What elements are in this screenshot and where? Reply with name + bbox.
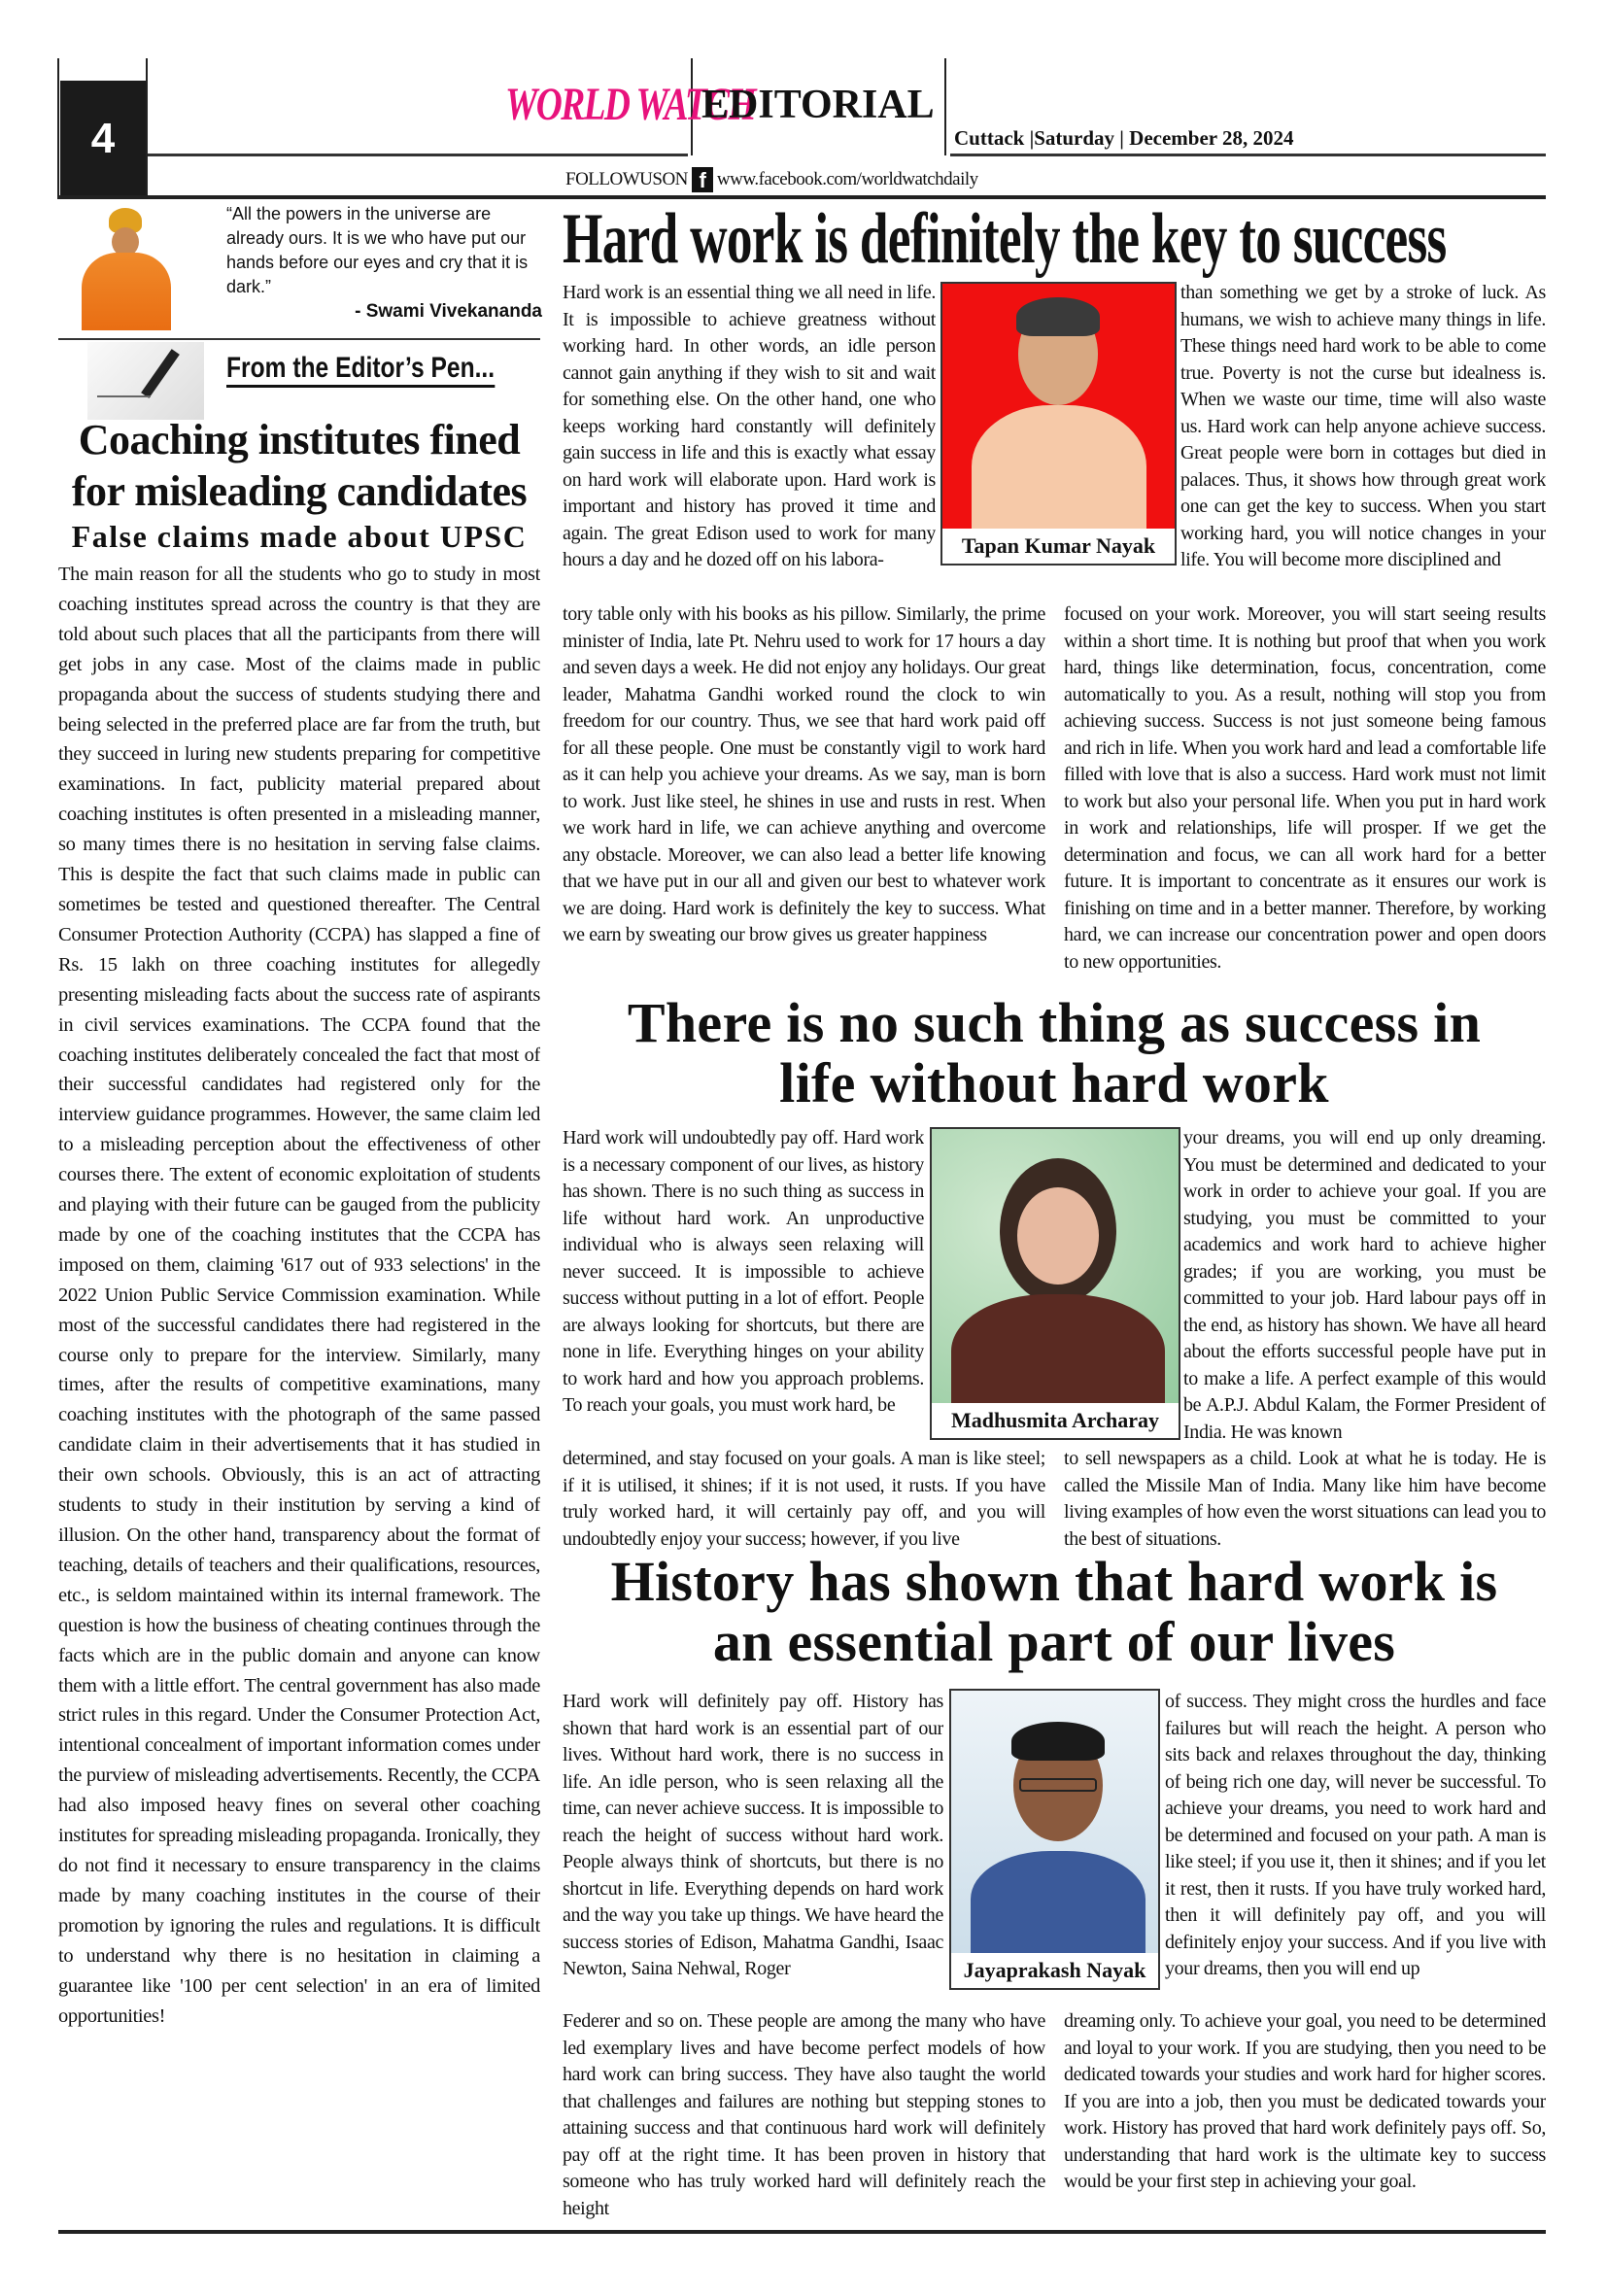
newspaper-logo: WORLD WATCH [505, 79, 756, 130]
article-2-right-top: your dreams, you will end up only dreaming. You must be determined and dedicated to your work in order to achieve your goal. If you are studying, you must be committed to your academics and work hard to achieve higher grades; if you are working, you must be committed to your job. Hard labour pays off in the end, as history has shown. We have all heard about the efforts successful people have put in to make a life. A perfect example of this would be A.P.J. Abdul Kalam, the Former President of India. He was known [1183, 1127, 1546, 1443]
author-caption: Tapan Kumar Nayak [942, 529, 1175, 564]
divider [58, 338, 540, 340]
issue-date: Cuttack |Saturday | December 28, 2024 [954, 126, 1294, 150]
divider [944, 58, 946, 155]
pen-image [87, 342, 204, 420]
article-3-left-top: Hard work will definitely pay off. History has shown that hard work is an essential part of our lives. Without hard work, there is no success in life. An idle person, who is seen relaxing all the time, can never achieve success. It is impossible to reach the height of success without hard work. People always think of shortcuts, but there is no shortcut in life. Everything depends on hard work and the way you take up things. We have heard the success stories of Edison, Mahatma Gandhi, Isaac Newton, Saina Nehwal, Roger [563, 1691, 943, 1979]
article-1-left-bottom: tory table only with his books as his pillow. Similarly, the prime minister of India, late Pt. Nehru used to work for 17 hours a day and seven days a week. He did not enjoy any holidays. Our great leader, Mahatma Gandhi worked round the clock to win freedom for our country. Thus, we see that hard work paid off for all these people. One must be constantly vigil to work hard as it can help you achieve your dreams. As we say, man is born to work. Just like steel, he shines in use and rusts in rest. When we work hard in life, we can achieve anything and overcome any obstacle. Moreover, we can also lead a better life knowing that we have put in our all and given our best to whatever work we are doing. Hard work is definitely the key to success. What we earn by sweating our brow gives us greater happiness [563, 603, 1045, 945]
editor-pen-label: From the Editor’s Pen... [226, 352, 495, 388]
author-photo-jayaprakash [949, 1689, 1160, 1990]
article-1-left-top: Hard work is an essential thing we all need in life. It is impossible to achieve greatness without working hard. In other words, an idle person cannot gain anything if they wish to sit and wait for something else. On the other hand, one who keeps working hard constantly will definitely gain success in life and this is exactly what essay on hard work will elaborate upon. Hard work is important and history has proved it time and again. The great Edison used to work for many hours a day and he dozed off on his labora- [563, 282, 936, 570]
article-1-right-top: than something we get by a stroke of luck. As humans, we wish to achieve many things in life. These things need hard work to be able to come true. Poverty is not the curse but idealness is. When we waste our time, time will also waste us. Hard work can help anyone achieve success. Great people were born in cottages but died in palaces. Thus, it shows how through great work one can get the key to success. When you start working hard, you will notice changes in your life. You will become more disciplined and [1180, 282, 1546, 570]
article-3-headline: History has shown that hard work is an essential part of our lives [610, 1550, 1498, 1673]
divider [146, 58, 148, 199]
vivekananda-portrait [68, 204, 183, 330]
divider [950, 154, 1546, 156]
article-2-left-top: Hard work will undoubtedly pay off. Hard work is a necessary component of our lives, as history has shown. There is no such thing as success in life without hard work. An unproductive individual who is always seen relaxing will never succeed. It is impossible to achieve success without putting in a lot of effort. People are always looking for shortcuts, but there are none in life. Everything hinges on your ability to work hard and how you approach problems. To reach your goals, you must work hard, be [563, 1127, 924, 1416]
page-number: 4 [60, 81, 146, 197]
facebook-icon: f [692, 167, 713, 192]
article-3-left-bottom: Federer and so on. These people are among the many who have led exemplary lives and have become perfect models of how hard work can bring success. They have also taught the world that challenges and failures are nothing but stepping stones to attaining success and that continuous hard work will definitely pay off at the right time. It has been proven in history that someone who has truly worked hard will definitely reach the height [563, 2010, 1045, 2219]
facebook-link[interactable]: www.facebook.com/worldwatchdaily [716, 169, 978, 189]
editorial-subhead: False claims made about UPSC [71, 519, 528, 554]
editorial-headline: Coaching institutes fined for misleading candidates [71, 416, 528, 515]
author-caption: Jayaprakash Nayak [951, 1953, 1158, 1988]
quote-author: - Swami Vivekananda [355, 301, 542, 322]
article-1-right-bottom: focused on your work. Moreover, you will start seeing results within a short time. It is nothing but proof that when you work hard, things like determination, focus, concentration, come automatically to you. As a result, nothing will stop you from achieving success. Success is not just someone being famous and rich in life. When you work hard and lead a comfortable life filled with love that is also a success. Hard work must not limit to work but also your personal life. When you put in hard work in work and relationships, life will prosper. If we get the determination and focus, we can all work hard for a better future. It is important to concentrate as it ensures our work is finishing on time and in a better manner. Therefore, by working hard, we can increase our concentration power and open doors to new opportunities. [1064, 603, 1546, 973]
article-3-right-bottom: dreaming only. To achieve your goal, you need to be determined and loyal to your work. If you are studying, then you need to be dedicated towards your studies and work hard for higher scores. If you are into a job, then you must be dedicated towards your work. History has proved that hard work definitely pays off. So, understanding that hard work is the ultimate key to success would be your first step in achieving your goal. [1064, 2010, 1546, 2192]
quote [226, 202, 542, 324]
article-3-right-top: of success. They might cross the hurdles and face failures but will reach the height. A person who sits back and relaxes throughout the day, thinking of being rich one day, will never be successful. To achieve your dreams, you need to work hard and be determined and focused on your path. A man is like steel; if you use it, then it shines; and if you let it rest, then it rusts. If you have truly worked hard, then it will definitely pay off, and you will definitely enjoy your success. And if you live with your dreams, then you will end up [1165, 1691, 1546, 1979]
divider [148, 154, 688, 156]
follow-label: FOLLOWUSON [565, 169, 688, 189]
article-1-headline: Hard work is definitely the key to success [563, 199, 1447, 279]
divider [57, 58, 59, 199]
article-2-headline: There is no such thing as success in life without hard work [627, 991, 1482, 1114]
follow-us [565, 167, 978, 192]
section-title: EDITORIAL [701, 83, 935, 127]
article-2-right-bottom: to sell newspapers as a child. Look at what he is today. He is called the Missile Man of India. Many like him have become living examples of how even the worst situations can lead you to the best of situations. [1064, 1448, 1546, 1550]
quote-text: “All the powers in the universe are already ours. It is we who have put our hands before our eyes and cry that it is dark.” [226, 204, 529, 296]
article-2-left-bottom: determined, and stay focused on your goals. A man is like steel; if it is utilised, it shines; if it is not used, it rusts. If you have truly worked hard, it will certainly pay off, and you will undoubtedly enjoy your success; however, if you live [563, 1448, 1045, 1550]
author-photo-madhusmita [930, 1127, 1180, 1440]
bottom-rule [58, 2230, 1546, 2234]
editorial-body: The main reason for all the students who go to study in most coaching institutes spread across the country is that they are told about such places that all the participants from there will get jobs in any case. Most of the claims made in public propaganda about the success of students studying there and being selected in the preferred place are far from the truth, but they succeed in luring new students preparing for competitive examinations. In fact, publicity material prepared about coaching institutes is often presented in a misleading manner, so many times there is no hesitation in serving false claims. This is despite the fact that such claims made in public can sometimes be tested and questioned thereafter. The Central Consumer Protection Authority (CCPA) has slapped a fine of Rs. 15 lakh on three coaching institutes for allegedly presenting misleading facts about the success rate of aspirants in civil services examinations. The CCPA found that the coaching institutes deliberately concealed the fact that most of their successful candidates had registered only for the interview guidance programmes. However, the same claim led to a misleading perception about the effectiveness of other courses there. The extent of economic exploitation of students and playing with their future can be gauged from the publicity made by one of the coaching institutes that the CCPA has imposed on them, claiming '617 out of 933 selections' in the 2022 Union Public Service Commission examination. While most of the successful candidates there had registered in the course only to prepare for the interview. Similarly, many times, after the results of competitive examinations, many coaching institutes with the photograph of the same passed candidate claim in their advertisements that it has studied in their own schools. Obviously, this is an act of attracting students to study in their institution by serving a kind of illusion. On the other hand, transparency about the format of teaching, details of teachers and their qualifications, resources, etc., is seldom maintained within its internal framework. The question is how the business of cheating continues through the facts which are in the public domain and anyone can know them with a little effort. The central government has also made strict rules in this regard. Under the Consumer Protection Act, intentional concealment of important information comes under the purview of misleading advertisements. Recently, the CCPA had also imposed heavy fines on several other coaching institutes for spreading misleading propaganda. Ironically, they do not find it necessary to ensure transparency in the claims made by many coaching institutes in the course of their promotion by ignoring the rules and regulations. It is difficult to understand why there is no hesitation in claiming a guarantee like '100 per cent selection' in an era of limited opportunities! [58, 564, 540, 2027]
author-photo-tapan [940, 282, 1177, 565]
author-caption: Madhusmita Archaray [932, 1403, 1179, 1438]
